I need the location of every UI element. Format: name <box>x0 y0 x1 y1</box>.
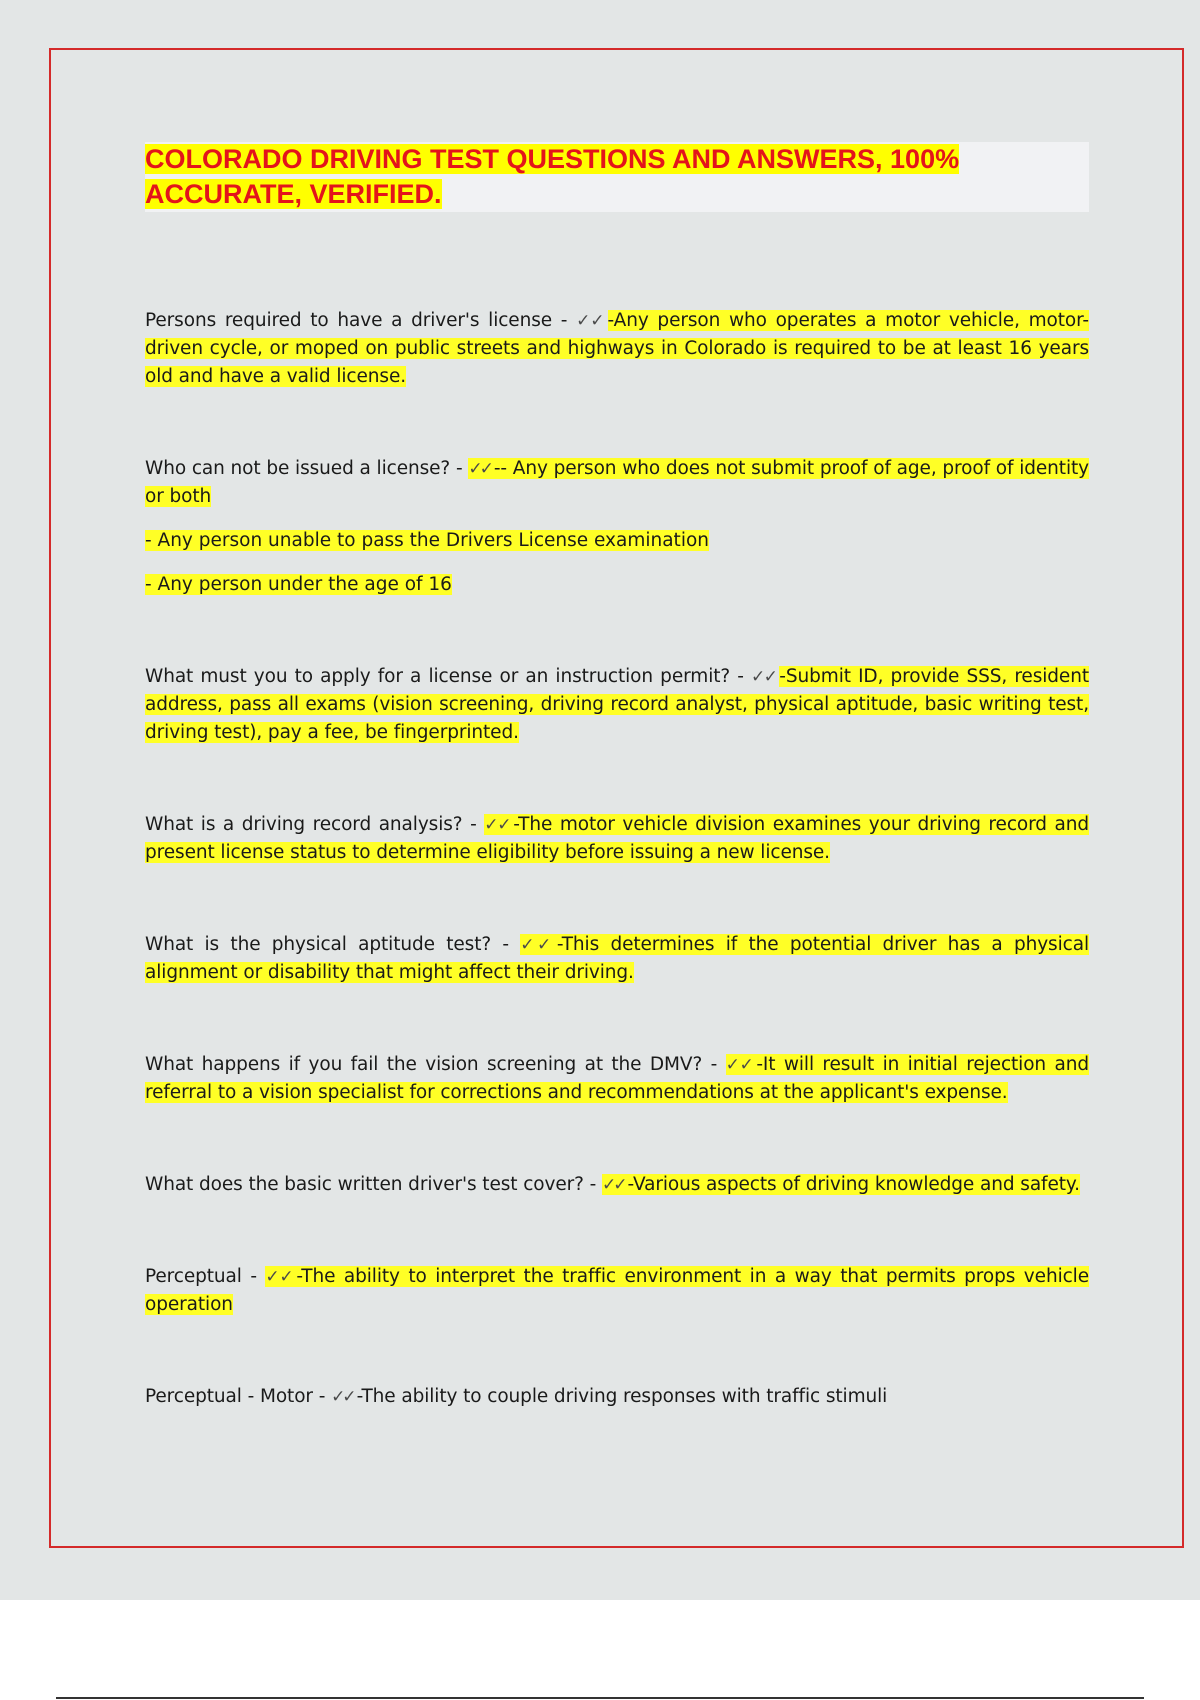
question-text: Persons required to have a driver's license - <box>145 310 577 331</box>
double-check-icon: ✓✓ <box>751 667 777 687</box>
question-text: Who can not be issued a license? - <box>145 458 469 479</box>
qa-item <box>145 1171 1089 1199</box>
qa-item <box>145 307 1089 391</box>
question-text: What does the basic written driver's test cover? - <box>145 1174 602 1195</box>
question-text: Perceptual - <box>145 1266 266 1287</box>
answer-text: -- Any person who does not submit proof of age, proof of identity or both <box>145 458 1089 507</box>
answer-sub-text: - Any person unable to pass the Drivers License examination <box>145 530 709 551</box>
question-text: What must you to apply for a license or an instruction permit? - <box>145 666 752 687</box>
double-check-icon: ✓✓ <box>725 1055 754 1075</box>
question-text: What happens if you fail the vision screening at the DMV? - <box>145 1054 726 1075</box>
answer-text: -It will result in initial rejection and referral to a vision specialist for corrections and recommendations at the applicant's expense. <box>145 1054 1089 1103</box>
answer-sub-line <box>145 527 1089 555</box>
double-check-icon: ✓✓ <box>265 1267 294 1287</box>
qa-item <box>145 1263 1089 1319</box>
answer-text: -Submit ID, provide SSS, resident address, pass all exams (vision screening, driving record analyst, physical aptitude, basic writing test, driving test), pay a fee, be fingerprinted. <box>145 666 1089 743</box>
title-line-2: ACCURATE, VERIFIED. <box>145 179 442 209</box>
double-check-icon: ✓✓ <box>331 1387 354 1407</box>
answer-text: -The motor vehicle division examines your driving record and present license status to determine eligibility before issuing a new license. <box>145 814 1089 863</box>
double-check-icon: ✓✓ <box>576 311 605 331</box>
question-text: Perceptual - Motor - <box>145 1386 332 1407</box>
qa-item <box>145 1383 1089 1411</box>
double-check-icon: ✓✓ <box>484 815 511 835</box>
title-line-1: COLORADO DRIVING TEST QUESTIONS AND ANSWERS, 100% <box>145 144 960 174</box>
answer-sub-line <box>145 571 1089 599</box>
qa-item <box>145 811 1089 867</box>
question-text: What is the physical aptitude test? - <box>145 934 521 955</box>
double-check-icon: ✓✓ <box>468 459 491 479</box>
qa-item <box>145 455 1089 511</box>
document-title <box>145 142 1089 212</box>
double-check-icon: ✓✓ <box>520 935 554 955</box>
document-body <box>145 142 1089 1411</box>
qa-item <box>145 663 1089 747</box>
answer-sub-text: - Any person under the age of 16 <box>145 574 452 595</box>
qa-item <box>145 931 1089 987</box>
double-check-icon: ✓✓ <box>602 1175 625 1195</box>
answer-text: -Any person who operates a motor vehicle, motor-driven cycle, or moped on public streets and highways in Colorado is required to be at least 16 years old and have a valid license. <box>145 310 1090 387</box>
qa-item <box>145 1051 1089 1107</box>
question-text: What is a driving record analysis? - <box>145 814 485 835</box>
answer-text: -Various aspects of driving knowledge and safety. <box>627 1174 1080 1195</box>
footer-divider <box>56 1697 1144 1699</box>
answer-text: -This determines if the potential driver has a physical alignment or disability that might affect their driving. <box>145 934 1089 983</box>
answer-text: -The ability to interpret the traffic environment in a way that permits props vehicle operation <box>145 1266 1089 1315</box>
answer-text: -The ability to couple driving responses with traffic stimuli <box>356 1386 888 1407</box>
